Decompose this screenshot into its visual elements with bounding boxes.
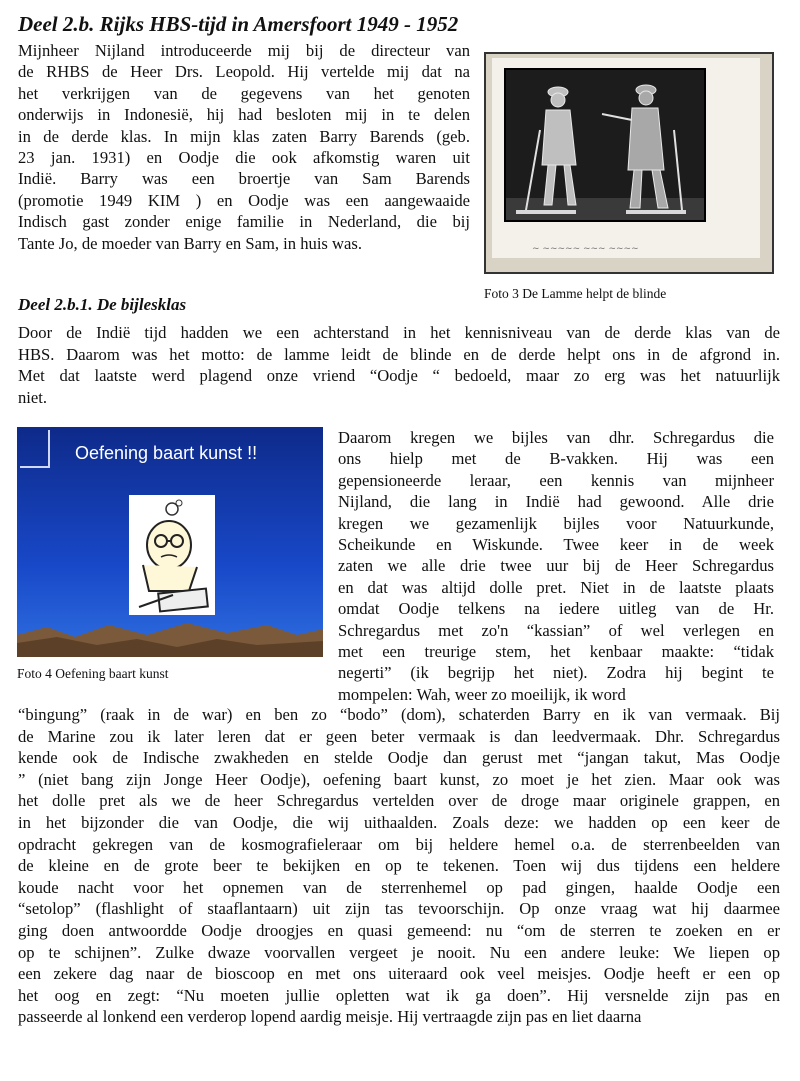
photo4-caption: Foto 4 Oefening baart kunst — [17, 666, 169, 681]
text-line: Door de Indië tijd hadden we een achterstand in het kennisniveau van de derde klas van de — [18, 323, 780, 342]
mountain-silhouette — [17, 617, 323, 657]
text-line: de RHBS de Heer Drs. Leopold. Hij vertelde mij dat na — [18, 62, 470, 82]
text-line: “bingung” (raak in de war) en ben zo “bodo” (dom), schaterden Barry en ik van vermaak. Bij — [18, 705, 780, 724]
intro-paragraph — [18, 40, 470, 254]
slide-title: Oefening baart kunst !! — [75, 443, 258, 463]
text-line: niet. — [18, 387, 48, 407]
text-line: koude nacht voor het opnemen van de sterrenhemel op pad gingen, haalde Oodje een — [18, 877, 780, 897]
schregardus-wide-paragraph — [18, 704, 780, 1028]
text-line: opdracht gekregen van de kosmografieleraar om bij heldere hemel o.a. de sterrenbeelden van — [18, 834, 780, 854]
text-line: het dolle pret als we de heer Schregardus vertelden over de droge maar originele grappen, en — [18, 791, 780, 811]
text-line: 23 jan. 1931) en Oodje die ook afkomstig waren uit — [18, 148, 470, 168]
handwritten-note-mark: ~ ~~~~~ ~~~ ~~~~ — [532, 244, 639, 254]
text-line: Indië. Barry was een broertje van Sam Barends — [18, 169, 470, 189]
text-line: (promotie 1949 KIM ) en Oodje was een aangewaaide — [18, 190, 470, 210]
photo3-caption: Foto 3 De Lamme helpt de blinde — [484, 286, 667, 301]
text-line: met een treurige stem, het kenbaar maakte: “tidak — [338, 642, 774, 662]
text-line: kregen we gezamenlijk bijles voor Natuurkunde, — [338, 513, 774, 533]
text-line: ” (niet bang zijn Jonge Heer Oodje), oefening baart kunst, zo moet je het zien. Maar ook was — [18, 769, 780, 789]
text-line: Daarom kregen we bijles van dhr. Schregardus die — [338, 428, 774, 447]
bijles-paragraph — [18, 322, 780, 408]
text-line: een zekere dag naar de bioscoop en met ons uiteraard ook veel meisjes. Oodje heeft er een op — [18, 964, 780, 984]
text-line: “setolop” (flashlight of staaflantaarn) uit zijn tas tevoorschijn. Op onze vraag wat hij daarmee — [18, 899, 780, 919]
text-line: en dat was altijd dolle pret. Niet in de laatste plaats — [338, 577, 774, 597]
cartoon-illustration — [504, 68, 706, 222]
schregardus-side-paragraph — [338, 427, 774, 705]
text-line: Tante Jo, de moeder van Barry en Sam, in huis was. — [18, 233, 362, 253]
text-line: het verkrijgen van de gegevens van het genoten — [18, 83, 470, 103]
text-line: in de derde klas. In mijn klas zaten Barry Barends (geb. — [18, 126, 470, 146]
text-line: negerti” (ik begrijp het niet). Zodra hij begint te — [338, 663, 774, 683]
photo-lamme-helpt-blinde — [484, 52, 774, 274]
text-line: Scheikunde en Wiskunde. Twee keer in de week — [338, 535, 774, 555]
text-line: in het bijzonder die van Oodje, die wij uithaalden. Zoals deze: we hadden op een keer de — [18, 812, 780, 832]
text-line: de kleine en de grote beer te bekijken en op te tekenen. Toen wij dus tijdens een heldere — [18, 856, 780, 876]
text-line: Met dat laatste werd plagend onze vriend “Oodje “ bedoeld, maar zo erg was het natuurlijk — [18, 366, 780, 386]
text-line: Indisch gast zonder enige familie in Nederland, die bij — [18, 212, 470, 232]
text-line: onderwijs in Indonesië, hij had besloten mij in te delen — [18, 105, 470, 125]
subsection-heading: Deel 2.b.1. De bijlesklas — [18, 295, 187, 314]
text-line: op te schijnen”. Zulke dwaze voorvallen vergeet je nooit. Nu een andere leuke: We liepen op — [18, 942, 780, 962]
text-line: mompelen: Wah, weer zo moeilijk, ik word — [338, 684, 626, 704]
text-line: gepensioneerde leraar, een kennis van mijnheer — [338, 470, 774, 490]
text-line: Nijland, die lang in Indië had gewoond. Alle drie — [338, 492, 774, 512]
text-line: kende ook de Indische zwakheden en stelde Oodje dan gerust met “jangan takut, Mas Oodje — [18, 748, 780, 768]
cartoon-student-illustration — [129, 495, 215, 615]
slide-corner-decoration — [20, 430, 50, 468]
section-heading: Deel 2.b. Rijks HBS-tijd in Amersfoort 1949 - 1952 — [18, 12, 459, 36]
text-line: HBS. Daarom was het motto: de lamme leidt de blinde en de derde helpt ons in de afgrond in. — [18, 344, 780, 364]
text-line: ging doen antwoordde Oodje droogjes en quasi gemeend: nu “om de sterren te zoeken en er — [18, 920, 780, 940]
text-line: Mijnheer Nijland introduceerde mij bij de directeur van — [18, 41, 470, 60]
photo-oefening-baart-kunst — [17, 427, 323, 657]
text-line: zaten we alle drie twee uur bij de Heer Schregardus — [338, 556, 774, 576]
text-line: Schregardus met zo'n “kassian” of wel verlegen en — [338, 620, 774, 640]
text-line: ons hielp met de B-vakken. Hij was een — [338, 449, 774, 469]
text-line: de Marine zou ik later leren dat er geen beter vermaak is dan leedvermaak. Dhr. Schregardus — [18, 726, 780, 746]
text-line: het oog en zegt: “Nu moeten jullie opletten wat ik ga doen”. Hij versnelde zijn pas en — [18, 985, 780, 1005]
text-line: omdat Oodje telkens na iedere uitleg van de Hr. — [338, 599, 774, 619]
text-line: passeerde al lonkend een verderop lopend aardig meisje. Hij vertraagde zijn pas en liet daarna — [18, 1007, 642, 1027]
